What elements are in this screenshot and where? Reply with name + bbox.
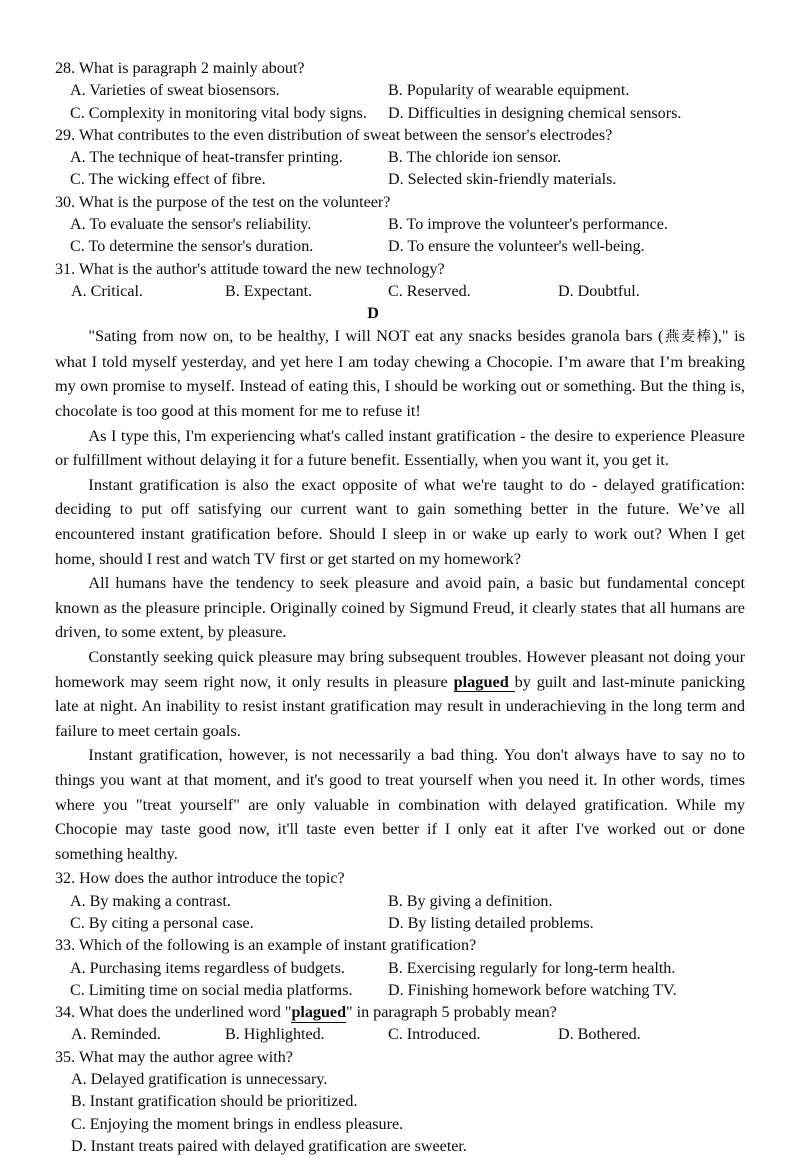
question-31-option-d[interactable]: D. Doubtful. (558, 282, 640, 300)
question-29-options-row-2 (55, 169, 745, 191)
question-32-option-c[interactable]: C. By citing a personal case. (70, 914, 254, 932)
question-33-option-a[interactable]: A. Purchasing items regardless of budgets. (70, 959, 345, 977)
reading-passage (55, 324, 745, 866)
question-28 (55, 58, 745, 125)
question-28-option-d[interactable]: D. Difficulties in designing chemical sensors. (388, 104, 682, 122)
question-28-options-row-2 (55, 103, 745, 125)
question-31-options-row (55, 281, 745, 303)
question-28-stem: 28. What is paragraph 2 mainly about? (55, 60, 305, 77)
question-35-option-a[interactable]: A. Delayed gratification is unnecessary. (71, 1071, 328, 1088)
question-29-options-row-1 (55, 147, 745, 169)
question-35-option-d[interactable]: D. Instant treats paired with delayed gratification are sweeter. (71, 1137, 467, 1155)
question-33-option-b[interactable]: B. Exercising regularly for long-term health. (388, 959, 676, 977)
question-30-option-b[interactable]: B. To improve the volunteer's performance. (388, 216, 668, 234)
question-30-option-a[interactable]: A. To evaluate the sensor's reliability. (70, 216, 312, 234)
question-33 (55, 935, 745, 1002)
question-32-stem: 32. How does the author introduce the topic? (55, 870, 345, 888)
question-35 (55, 1047, 745, 1158)
question-34 (55, 1002, 745, 1047)
passage-p5-part-b: by guilt and last-minute panicking late at night. An inability to resist instant gratification may result in underachieving in the long term and failure to meet certain goals. (55, 671, 746, 740)
question-29 (55, 125, 745, 192)
question-34-option-c[interactable]: C. Introduced. (388, 1026, 481, 1044)
passage-p5-part-a: Constantly seeking quick pleasure may bring subsequent troubles. However pleasant not doing your homework may seem right now, it only results in pleasure (55, 646, 745, 691)
question-28-option-a[interactable]: A. Varieties of sweat biosensors. (70, 82, 280, 100)
question-34-stem (55, 1002, 745, 1024)
passage-p1-part-b: )," is what I told myself yesterday, and yet here I am today chewing a Chocopie. I’m aware that I’m breaking my own promise to myself. Instead of eating this, I should be working out or something. But the thing is, chocolate is too good at this moment for me to refuse it! (55, 326, 745, 421)
question-34-option-b[interactable]: B. Highlighted. (225, 1026, 325, 1044)
question-29-option-a[interactable]: A. The technique of heat-transfer printing. (70, 149, 343, 167)
question-35-option-c[interactable]: C. Enjoying the moment brings in endless pleasure. (71, 1115, 404, 1133)
passage-p1-part-a: "Sating from now on, to be healthy, I will NOT eat any snacks besides granola bars ( (88, 326, 664, 346)
document-content (55, 58, 745, 1158)
question-33-option-d[interactable]: D. Finishing homework before watching TV. (388, 981, 677, 999)
passage-paragraph-1 (55, 324, 745, 423)
question-32-options-row-2 (55, 913, 745, 935)
question-31-stem: 31. What is the author's attitude toward the new technology? (55, 260, 445, 278)
question-35-option-b[interactable]: B. Instant gratification should be prioritized. (71, 1093, 358, 1111)
question-32 (55, 868, 745, 935)
question-35-stem: 35. What may the author agree with? (55, 1048, 293, 1066)
question-29-option-d[interactable]: D. Selected skin-friendly materials. (388, 171, 617, 189)
underlined-word-plagued: plagued (453, 671, 509, 691)
question-32-option-a[interactable]: A. By making a contrast. (70, 892, 231, 910)
question-33-options-row-2 (55, 980, 745, 1002)
question-32-options-row-1 (55, 891, 745, 913)
question-31 (55, 259, 745, 304)
question-34-stem-part-b: " in paragraph 5 probably mean? (346, 1004, 557, 1022)
question-34-option-d[interactable]: D. Bothered. (558, 1026, 641, 1044)
passage-paragraph-4: All humans have the tendency to seek pleasure and avoid pain, a basic but fundamental concept known as the pleasure principle. Originally coined by Sigmund Freud, it clearly states that all humans are driven, to some extent, by pleasure. (55, 573, 745, 642)
question-34-underlined-word: plagued (291, 1004, 347, 1022)
question-30-option-d[interactable]: D. To ensure the volunteer's well-being. (388, 238, 645, 256)
question-28-option-c[interactable]: C. Complexity in monitoring vital body signs. (70, 104, 367, 122)
question-33-stem: 33. Which of the following is an example of instant gratification? (55, 937, 477, 955)
passage-paragraph-2: As I type this, I'm experiencing what's called instant gratification - the desire to experience Pleasure or fulfillment without delaying it for a future benefit. Essentially, when you want it, you get it. (55, 425, 745, 470)
question-30-option-c[interactable]: C. To determine the sensor's duration. (70, 238, 314, 256)
question-32-option-d[interactable]: D. By listing detailed problems. (388, 914, 594, 932)
question-34-stem-part-a: 34. What does the underlined word " (55, 1004, 292, 1022)
passage-p1-chinese-gloss: 燕麦棒 (663, 329, 713, 346)
question-29-option-b[interactable]: B. The chloride ion sensor. (388, 149, 562, 167)
question-30-stem: 30. What is the purpose of the test on the volunteer? (55, 193, 391, 211)
question-31-option-b[interactable]: B. Expectant. (225, 282, 313, 300)
question-34-options-row (55, 1024, 745, 1046)
question-30-options-row-1 (55, 214, 745, 236)
question-32-option-b[interactable]: B. By giving a definition. (388, 892, 553, 910)
question-30-options-row-2 (55, 236, 745, 258)
question-29-stem: 29. What contributes to the even distribution of sweat between the sensor's electrodes? (55, 126, 613, 144)
question-31-option-a[interactable]: A. Critical. (71, 282, 143, 300)
passage-paragraph-6: Instant gratification, however, is not necessarily a bad thing. You don't always have to say no to things you want at that moment, and it's good to treat yourself when you need it. In other words, times where you "treat yourself" are only valuable in combination with delayed gratification. While my Chocopie may taste good now, it'll taste even better if I only eat it after I've worked out or done something healthy. (55, 745, 745, 863)
passage-paragraph-3: Instant gratification is also the exact opposite of what we're taught to do - delayed gratification: deciding to put off satisfying our current want to gain something better in the future. We’ve all encountered instant gratification before. Should I sleep in or wake up early to work out? When I get home, should I rest and watch TV first or get started on my homework? (55, 474, 745, 568)
question-33-option-c[interactable]: C. Limiting time on social media platforms. (70, 981, 353, 999)
question-34-option-a[interactable]: A. Reminded. (71, 1026, 161, 1044)
question-28-options-row-1 (55, 80, 745, 102)
section-letter: D (367, 305, 379, 323)
passage-paragraph-5 (55, 645, 745, 743)
question-31-option-c[interactable]: C. Reserved. (388, 282, 471, 300)
question-30 (55, 192, 745, 259)
question-28-option-b[interactable]: B. Popularity of wearable equipment. (388, 82, 630, 100)
question-29-option-c[interactable]: C. The wicking effect of fibre. (70, 171, 266, 189)
question-33-options-row-1 (55, 958, 745, 980)
